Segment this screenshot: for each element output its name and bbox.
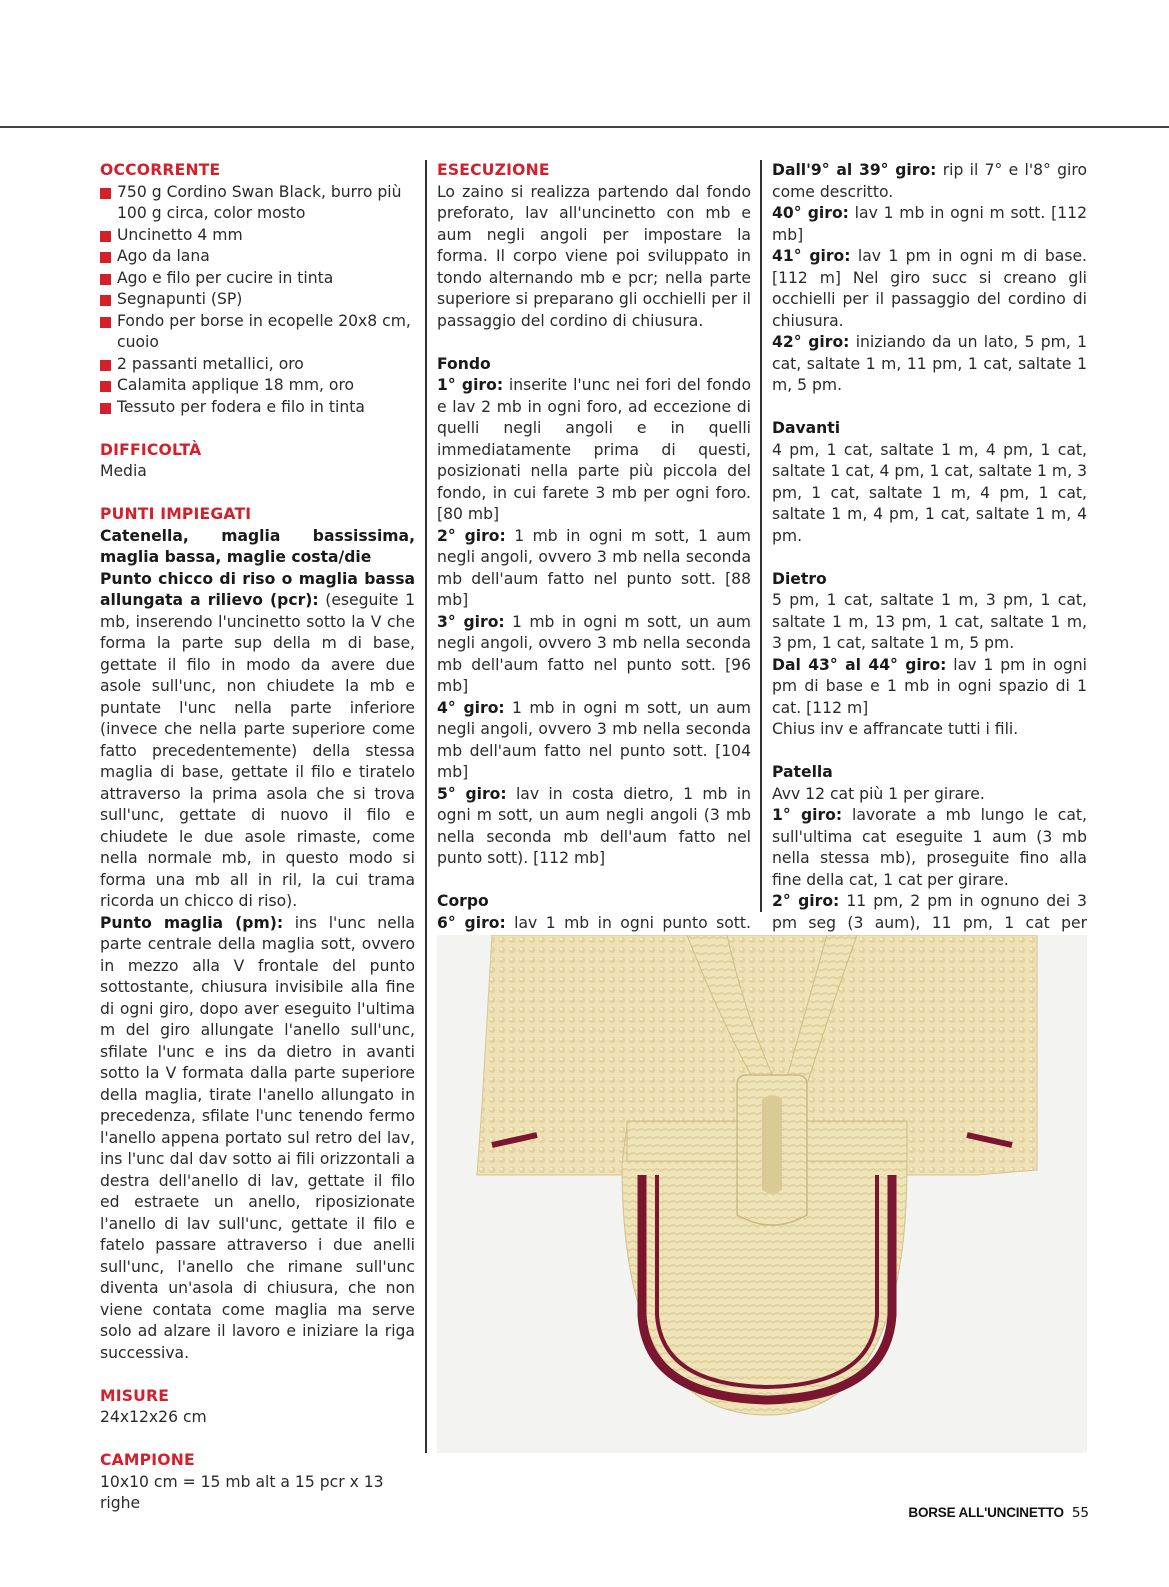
bullet-square-icon (100, 252, 111, 263)
row-label: 5° giro: (437, 784, 507, 803)
instruction-row (437, 526, 751, 612)
bullet-square-icon (100, 274, 111, 285)
bullet-square-icon (100, 231, 111, 242)
row-label: 40° giro: (772, 204, 849, 222)
esecuzione-text: Lo zaino si realizza partendo dal fondo preforato, lav all'uncinetto con mb e aum negli angoli per impostare la forma. Il corpo viene poi sviluppato in tondo alternando mb e pcr; nella parte superiore si preparano gli occhielli per il passaggio del cordino di chiusura. (437, 182, 751, 330)
column-divider-1 (425, 160, 427, 1453)
instruction-row (437, 375, 751, 526)
page-footer (908, 1505, 1089, 1521)
material-item (100, 354, 415, 376)
material-item (100, 289, 415, 311)
misure-title: MISURE (100, 1386, 170, 1405)
column-2 (437, 160, 751, 1042)
instruction-row (772, 805, 1087, 891)
bullet-square-icon (100, 381, 111, 392)
material-text: Tessuto per fodera e filo in tinta (117, 397, 365, 416)
chius-text: Chius inv e affrancate tutti i fili. (772, 720, 1019, 738)
top-rows (772, 160, 1087, 397)
backpack-photo (437, 935, 1087, 1453)
punti-list: Catenella, maglia bassissima, maglia bassa, maglie costa/die (100, 526, 415, 566)
material-item (100, 246, 415, 268)
page-number: 55 (1071, 1505, 1089, 1521)
difficolta-title: DIFFICOLTÀ (100, 440, 202, 459)
material-text: 2 passanti metallici, oro (117, 354, 304, 373)
row-text: inserite l'unc nei fori del fondo e lav 2 mb in ogni foro, ad eccezione di quelli negli angoli e in quelli immediatamente prima di questi, posizionati nella parte più piccola del fondo, in cui farete 3 mb per ogni foro. [80 mb] (437, 376, 751, 523)
column-1 (100, 160, 415, 1515)
misure-value: 24x12x26 cm (100, 1408, 207, 1426)
davanti-title: Davanti (772, 419, 841, 437)
instruction-row (437, 698, 751, 784)
difficolta-value: Media (100, 462, 147, 480)
row-label: 2° giro: (437, 526, 506, 545)
pm-text: ins l'unc nella parte centrale della maglia sott, ovvero in mezzo alla V frontale del punto sottostante, chiusura invisibile alla fine di ogni giro, dopo aver eseguito l'ultima m del giro allungate l'anello sull'unc, sfilate l'unc e ins da dietro in avanti sotto la V formata dalla parte superiore della maglia, tirate l'anello allungato in precedenza, sfilate l'unc tenendo fermo l'anello appena portato sul retro del lav, ins l'unc dal dav sotto ai fili orizzontali a destra dell'anello di lav, gettate il filo ed estraete un anello, riposizionate l'anello di lav sull'unc, gettate il filo e fatelo passare attraverso i due anelli sull'unc, l'anello che rimane sull'unc diventa un'asola di chiusura, che non viene contata come maglia ma serve solo ad alzare il lavoro e iniziare la riga successiva. (100, 913, 415, 1362)
material-text: Segnapunti (SP) (117, 290, 243, 308)
bullet-square-icon (100, 295, 111, 306)
row-text: lav in costa dietro, 1 mb in ogni m sott, un aum negli angoli (3 mb nella seconda mb dell'aum fatto nel punto sott). [112 mb] (437, 784, 751, 867)
instruction-row (437, 612, 751, 698)
punti-title: PUNTI IMPIEGATI (100, 505, 252, 523)
material-text: Uncinetto 4 mm (117, 225, 243, 244)
campione-value: 10x10 cm = 15 mb alt a 15 pcr x 13 righe (100, 1472, 384, 1512)
instruction-row (772, 160, 1087, 203)
pcr-text: (eseguite 1 mb, inserendo l'uncinetto sotto la V che forma la parte sup della m di base, gettate il filo in modo da avere due asole sull'unc, non chiudete la mb e puntate l'unc nella parte inferiore (invece che nella parte superiore come fatto precedentemente) della stessa maglia di base, gettate il filo e tiratelo attraverso la prima asola che si trova sull'unc, gettate di nuovo il filo e chiudete le due asole rimaste, come nella normale mb, in questo modo si forma una mb all in ril, la cui trama ricorda un chicco di riso). (100, 591, 415, 910)
dal43-text: lav 1 pm in ogni pm di base e 1 mb in ogni spazio di 1 cat. [112 m] (772, 655, 1087, 717)
pcr-title: Punto chicco di riso o maglia bassa allungata a rilievo (pcr): (100, 569, 415, 609)
instruction-row (772, 332, 1087, 397)
row-label: Dall'9° al 39° giro: (772, 161, 937, 179)
esecuzione-title: ESECUZIONE (437, 161, 550, 179)
row-label: 6° giro: (437, 913, 506, 932)
pm-paragraph (100, 913, 415, 1365)
davanti-text: 4 pm, 1 cat, saltate 1 m, 4 pm, 1 cat, saltate 1 cat, 4 pm, 1 cat, saltate 1 m, 3 pm, 1 cat, saltate 1 m, 4 pm, 1 cat, saltate 1 m, 4 pm, 1 cat, saltate 1 m, 4 pm. (772, 440, 1087, 545)
row-text: 1 mb in ogni m sott, un aum negli angoli, ovvero 3 mb nella seconda mb dell'aum fatto nel punto sott. [104 mb] (437, 698, 751, 781)
row-label: 41° giro: (772, 247, 851, 265)
material-item (100, 182, 415, 225)
row-text: lavorate a mb lungo le cat, sull'ultima cat eseguite 1 aum (3 mb nella stessa mb), proseguite fino alla fine della cat, 1 cat per girare. (772, 806, 1087, 889)
material-item (100, 311, 415, 354)
row-text: lav 1 mb in ogni punto sott. (514, 913, 751, 932)
material-text: Calamita applique 18 mm, oro (117, 376, 355, 394)
pm-title: Punto maglia (pm): (100, 913, 284, 932)
magazine-name: BORSE ALL'UNCINETTO (908, 1505, 1064, 1520)
top-rule (0, 126, 1169, 128)
row-text: rip il 7° e l'8° giro come descritto. (772, 161, 1087, 201)
row-label: 2° giro: (772, 892, 840, 910)
material-item (100, 225, 415, 247)
campione-title: CAMPIONE (100, 1451, 195, 1469)
material-item (100, 375, 415, 397)
occorrente-title: OCCORRENTE (100, 161, 221, 179)
material-text: Fondo per borse in ecopelle 20x8 cm, cuoio (117, 311, 411, 351)
dietro-text: 5 pm, 1 cat, saltate 1 m, 3 pm, 1 cat, saltate 1 m, 13 pm, 1 cat, saltate 1 m, 3 pm, 1 cat, saltate 1 m, 5 pm. (772, 591, 1087, 652)
bullet-square-icon (100, 317, 111, 328)
dietro-title: Dietro (772, 569, 827, 588)
row-label: 3° giro: (437, 612, 505, 631)
row-label: 1° giro: (437, 376, 504, 394)
row-text: lav 1 mb in ogni m sott. [112 mb] (772, 204, 1088, 244)
row-text: 1 mb in ogni m sott, un aum negli angoli, ovvero 3 mb nella seconda mb dell'aum fatto nel punto sott. [96 mb] (437, 612, 751, 695)
instruction-row (772, 203, 1087, 246)
row-label: 4° giro: (437, 698, 505, 717)
pcr-paragraph (100, 569, 415, 913)
instruction-row (772, 246, 1087, 332)
dal43-label: Dal 43° al 44° giro: (772, 655, 947, 674)
row-text: iniziando da un lato, 5 pm, 1 cat, saltate 1 m, 11 pm, 1 cat, saltate 1 m, 5 pm. (772, 333, 1088, 394)
dal43-paragraph (772, 655, 1087, 720)
fondo-rows (437, 375, 751, 870)
column-3 (772, 160, 1087, 1042)
row-text: 1 mb in ogni m sott, 1 aum negli angoli, ovvero 3 mb nella seconda mb dell'aum fatto nel punto sott. [88 mb] (437, 526, 751, 609)
column-divider-2 (760, 160, 762, 912)
material-text: 750 g Cordino Swan Black, burro più 100 g circa, color mosto (117, 182, 402, 222)
bullet-square-icon (100, 360, 111, 371)
corpo-title: Corpo (437, 892, 489, 910)
patella-title: Patella (772, 763, 833, 781)
row-label: 42° giro: (772, 333, 850, 351)
bullet-square-icon (100, 188, 111, 199)
backpack-illustration (437, 935, 1087, 1453)
bullet-square-icon (100, 403, 111, 414)
instruction-row (437, 784, 751, 870)
row-text: lav 1 pm in ogni m di base. [112 m] Nel giro succ si creano gli occhielli per il passaggio del cordino di chiusura. (772, 247, 1088, 330)
material-item (100, 397, 415, 419)
material-text: Ago da lana (117, 247, 210, 265)
row-text: 11 pm, 2 pm in ognuno dei 3 pm seg (3 aum), 11 pm, 1 cat per (772, 892, 1087, 932)
patella-intro: Avv 12 cat più 1 per girare. (772, 784, 985, 803)
materials-list (100, 182, 415, 419)
row-label: 1° giro: (772, 806, 843, 824)
fondo-title: Fondo (437, 354, 491, 373)
material-item (100, 268, 415, 290)
material-text: Ago e filo per cucire in tinta (117, 268, 334, 287)
